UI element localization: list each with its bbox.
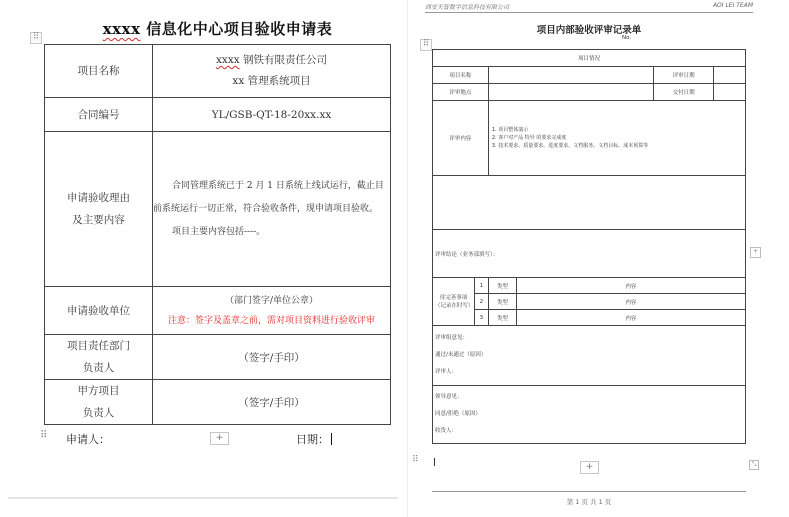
table-row: [45, 380, 391, 425]
pending-items-label: [433, 278, 475, 326]
table-row: [433, 67, 746, 84]
date-label: 日期：: [296, 433, 329, 446]
receiver: 收货人：: [435, 428, 458, 434]
review-record-table: [432, 49, 746, 444]
table-row: [433, 326, 746, 386]
warning-note: 注意：签字及盖章之前，需对项目资料进行验收评审: [167, 315, 375, 326]
review-content-label: 评审内容: [433, 101, 489, 176]
table-row: [433, 50, 746, 67]
reason-label-line1: 申请验收理由: [67, 192, 130, 204]
review-record-title: 项目内部验收评审记录单: [536, 25, 642, 36]
reason-label: [45, 132, 153, 287]
table-row: [45, 287, 391, 335]
dept-leader-label-line1: 项目责任部门: [67, 340, 130, 352]
pending-no: 2: [474, 294, 488, 310]
review-conclusion[interactable]: 评审结论（业务部填写）：: [433, 230, 746, 278]
reviewer: 评审人：: [435, 369, 458, 375]
title-text: 信息化中心项目验收申请表: [140, 20, 333, 38]
table-row: [433, 176, 746, 230]
reason-paragraph-2: 项目主要内容包括----。: [172, 226, 266, 237]
client-leader-signature[interactable]: （签字/手印）: [153, 380, 391, 425]
pass-fail: 通过/未通过（原因）: [435, 352, 487, 358]
pending-label-line2: （记录在时写）: [435, 302, 474, 309]
pending-type[interactable]: 类型: [488, 310, 516, 326]
sign-hint: （部门签字/单位公章）: [224, 295, 319, 306]
project-name-label: 项目名称: [45, 45, 153, 98]
text-cursor: [331, 433, 332, 445]
table-row: [45, 98, 391, 132]
page-edge: [8, 497, 398, 499]
table-row: [45, 45, 391, 98]
review-location-label: 评审地点: [433, 84, 489, 101]
add-row-button[interactable]: [210, 432, 229, 445]
delivery-date-label: 交付日期: [654, 84, 714, 101]
review-content-list[interactable]: [488, 101, 745, 176]
table-row: [433, 386, 746, 444]
table-row: [45, 132, 391, 287]
applicant-unit-label: 申请验收单位: [45, 287, 153, 335]
dept-leader-label: [45, 335, 153, 380]
section-title: 项目情况: [433, 50, 746, 67]
review-item: 2. 客户对产品 特异 的要求完成度: [491, 135, 567, 141]
client-leader-label-line2: 负责人: [82, 407, 115, 419]
table-row: [433, 294, 746, 310]
project-name-line1: 钢铁有限责任公司: [239, 54, 328, 66]
contract-no-value[interactable]: YL/GSB-QT-18-20xx.xx: [153, 98, 391, 132]
page-number: 第 1 页 共 1 页: [566, 498, 612, 506]
delivery-date-field[interactable]: [714, 84, 746, 101]
page-divider: [407, 0, 408, 517]
contract-no-label: 合同编号: [45, 98, 153, 132]
reason-label-line2: 及主要内容: [72, 214, 125, 226]
table-row: [433, 278, 746, 294]
pending-content[interactable]: 内容: [516, 310, 745, 326]
table-row: [433, 230, 746, 278]
table-resize-handle-icon[interactable]: ⤡: [749, 460, 759, 470]
project-name-label: 项目名称: [433, 67, 489, 84]
add-column-button[interactable]: [750, 247, 761, 258]
text-cursor: [434, 458, 435, 466]
pending-content[interactable]: 内容: [516, 278, 745, 294]
table-row: [433, 310, 746, 326]
project-name-line2: xx 管理系统项目: [232, 75, 311, 87]
row-drag-handle-icon[interactable]: ⠿: [40, 430, 48, 441]
table-row: [433, 101, 746, 176]
applicant-label: 申请人：: [66, 433, 110, 446]
footer-rule: [432, 491, 746, 492]
project-name-prefix: xxxx: [215, 54, 240, 66]
table-move-handle-icon[interactable]: ⠿: [420, 39, 432, 51]
plus-icon: +: [215, 433, 224, 443]
applicant-unit-value[interactable]: [153, 287, 391, 335]
project-name-field[interactable]: [488, 67, 653, 84]
add-row-button[interactable]: [580, 461, 599, 474]
review-item: 3. 技术要求、质量要求、进度要求、文档服务、文档目标、成本预算等: [491, 143, 649, 149]
document-title: [40, 18, 395, 39]
plus-icon: +: [752, 248, 759, 255]
pending-type[interactable]: 类型: [488, 294, 516, 310]
dept-leader-label-line2: 负责人: [82, 362, 115, 374]
reason-paragraph-1: 合同管理系统已于 2 月 1 日系统上线试运行，截止目前系统运行一切正常，符合验收条件，现申请项目验收。: [153, 180, 384, 214]
header-company: 西安天智数字信息科技有限公司: [425, 4, 510, 11]
plus-icon: +: [585, 462, 594, 472]
review-date-field[interactable]: [714, 67, 746, 84]
table-move-handle-icon[interactable]: ⠿: [30, 32, 42, 44]
page-header: [425, 0, 753, 13]
client-leader-label: [45, 380, 153, 425]
agree-reject: 同意/拒绝（原因）: [435, 411, 481, 417]
table-row: [433, 84, 746, 101]
review-date-label: 评审日期: [654, 67, 714, 84]
leader-opinion: 领导意见：: [435, 394, 463, 400]
pending-type[interactable]: 类型: [488, 278, 516, 294]
client-leader-label-line1: 甲方项目: [77, 385, 120, 397]
dept-leader-signature[interactable]: （签字/手印）: [153, 335, 391, 380]
review-group-opinion: 评审组意见：: [435, 335, 469, 341]
blank-area[interactable]: [433, 176, 746, 230]
pending-no: 3: [474, 310, 488, 326]
leader-section[interactable]: [433, 386, 746, 444]
table-row: [45, 335, 391, 380]
pending-label-line1: 待完善事项: [439, 294, 468, 301]
title-placeholder-prefix: xxxx: [102, 20, 141, 38]
pending-no: 1: [474, 278, 488, 294]
record-number-label: No.: [622, 35, 632, 41]
acceptance-application-table: [44, 44, 391, 425]
review-group-section[interactable]: [433, 326, 746, 386]
project-name-value[interactable]: [153, 45, 391, 98]
pending-content[interactable]: 内容: [516, 294, 745, 310]
reason-content[interactable]: [153, 132, 391, 287]
row-drag-handle-icon[interactable]: ⠿: [412, 455, 419, 465]
header-team: AOI LEI TEAM: [712, 2, 753, 9]
review-item: 1. 项目整体演示: [491, 127, 529, 133]
review-location-field[interactable]: [488, 84, 653, 101]
